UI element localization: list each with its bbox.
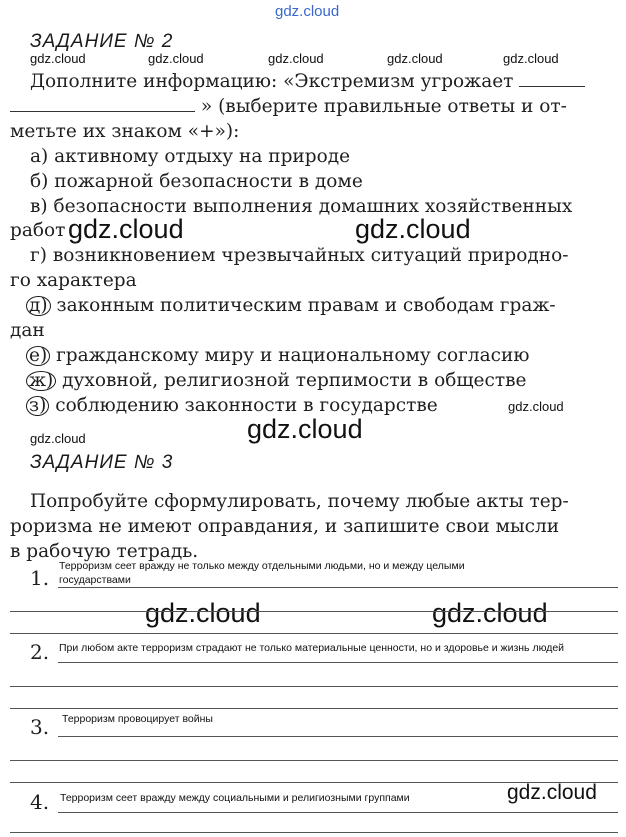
- option-v: [30, 196, 572, 218]
- watermark: gdz.cloud: [503, 51, 559, 66]
- option-b: [30, 171, 363, 193]
- watermark-large: gdz.cloud: [68, 214, 184, 244]
- option-zh: [30, 370, 526, 392]
- watermark-large: gdz.cloud: [507, 781, 597, 804]
- option-text: духовной, религиозной терпимости в обществе: [62, 370, 527, 391]
- option-text: активному отдыху на природе: [54, 146, 351, 167]
- answer-number: 2.: [30, 640, 50, 664]
- task2-intro-text: » (выберите правильные ответы и от-: [200, 96, 567, 117]
- task2-title: ЗАДАНИЕ № 2: [30, 31, 174, 52]
- answer-number: 4.: [30, 790, 50, 814]
- watermark-large: gdz.cloud: [247, 414, 363, 444]
- answer-text: При любом акте терроризм страдают не только материальные ценности, но и здоровье и жизнь людей: [59, 642, 565, 654]
- watermark: gdz.cloud: [268, 51, 324, 66]
- writing-line: [10, 708, 618, 709]
- watermark-large: gdz.cloud: [432, 598, 548, 628]
- task3-prompt-line1: Попробуйте сформулировать, почему любые акты тер-: [30, 491, 569, 512]
- watermark-top: gdz.cloud: [275, 3, 340, 20]
- option-text: возникновением чрезвычайных ситуаций природно-: [52, 245, 569, 266]
- watermark: gdz.cloud: [30, 431, 86, 446]
- watermark: gdz.cloud: [30, 51, 86, 66]
- option-letter: б): [30, 171, 49, 192]
- writing-line: [58, 736, 618, 737]
- watermark: gdz.cloud: [387, 51, 443, 66]
- selected-circle-mark: з): [26, 396, 49, 416]
- answer-text: Терроризм провоцирует войны: [62, 713, 213, 725]
- option-d-cont: дан: [10, 320, 45, 341]
- watermark-large: gdz.cloud: [355, 214, 471, 244]
- option-text: соблюдению законности в государстве: [55, 395, 438, 416]
- selected-circle-mark: е): [26, 346, 50, 366]
- task2-intro-line2: [10, 96, 567, 118]
- writing-line: [10, 832, 618, 833]
- writing-line: [58, 587, 618, 588]
- task3-prompt-line2: роризма не имеют оправдания, и запишите свои мысли: [10, 516, 560, 537]
- watermark: gdz.cloud: [508, 399, 564, 414]
- option-e: [30, 345, 529, 367]
- writing-line: [10, 686, 618, 687]
- answer-text: Терроризм сеет вражду между социальными и религиозными группами: [60, 792, 410, 804]
- option-g-cont: го характера: [10, 270, 137, 291]
- task2-intro-line3: метьте их знаком «+»):: [10, 121, 240, 142]
- option-text: законным политическим правам и свободам граж-: [56, 295, 556, 316]
- answer-number: 1.: [30, 566, 50, 590]
- option-text: пожарной безопасности в доме: [54, 171, 363, 192]
- option-text: безопасности выполнения домашних хозяйственных: [53, 196, 573, 217]
- option-v-cont: работ: [10, 220, 66, 241]
- option-letter: а): [30, 146, 49, 167]
- writing-line: [10, 782, 618, 783]
- answer-number: 3.: [30, 715, 50, 739]
- option-a: [30, 146, 350, 168]
- option-d: [30, 295, 556, 317]
- answer-text: Терроризм сеет вражду не только между отдельными людьми, но и между целыми государствами: [59, 560, 465, 586]
- task2-intro-text: Дополните информацию: «Экстремизм угрожает: [30, 71, 514, 92]
- option-letter: г): [30, 245, 47, 266]
- option-z: [30, 395, 438, 417]
- option-g: [30, 245, 568, 267]
- option-letter: в): [30, 196, 48, 217]
- writing-line: [10, 760, 618, 761]
- selected-circle-mark: д): [26, 296, 51, 316]
- answer-blank: [519, 86, 585, 87]
- task3-title: ЗАДАНИЕ № 3: [30, 452, 174, 473]
- writing-line: [58, 662, 618, 663]
- writing-line: [58, 812, 618, 813]
- writing-line: [10, 611, 618, 612]
- task3-prompt-line3: в рабочую тетрадь.: [10, 541, 199, 562]
- answer-blank: [10, 111, 195, 112]
- watermark-large: gdz.cloud: [145, 598, 261, 628]
- writing-line: [10, 633, 618, 634]
- task2-intro-line1: [30, 71, 585, 93]
- watermark: gdz.cloud: [148, 51, 204, 66]
- option-text: гражданскому миру и национальному согласию: [56, 345, 530, 366]
- selected-circle-mark: ж): [26, 371, 56, 391]
